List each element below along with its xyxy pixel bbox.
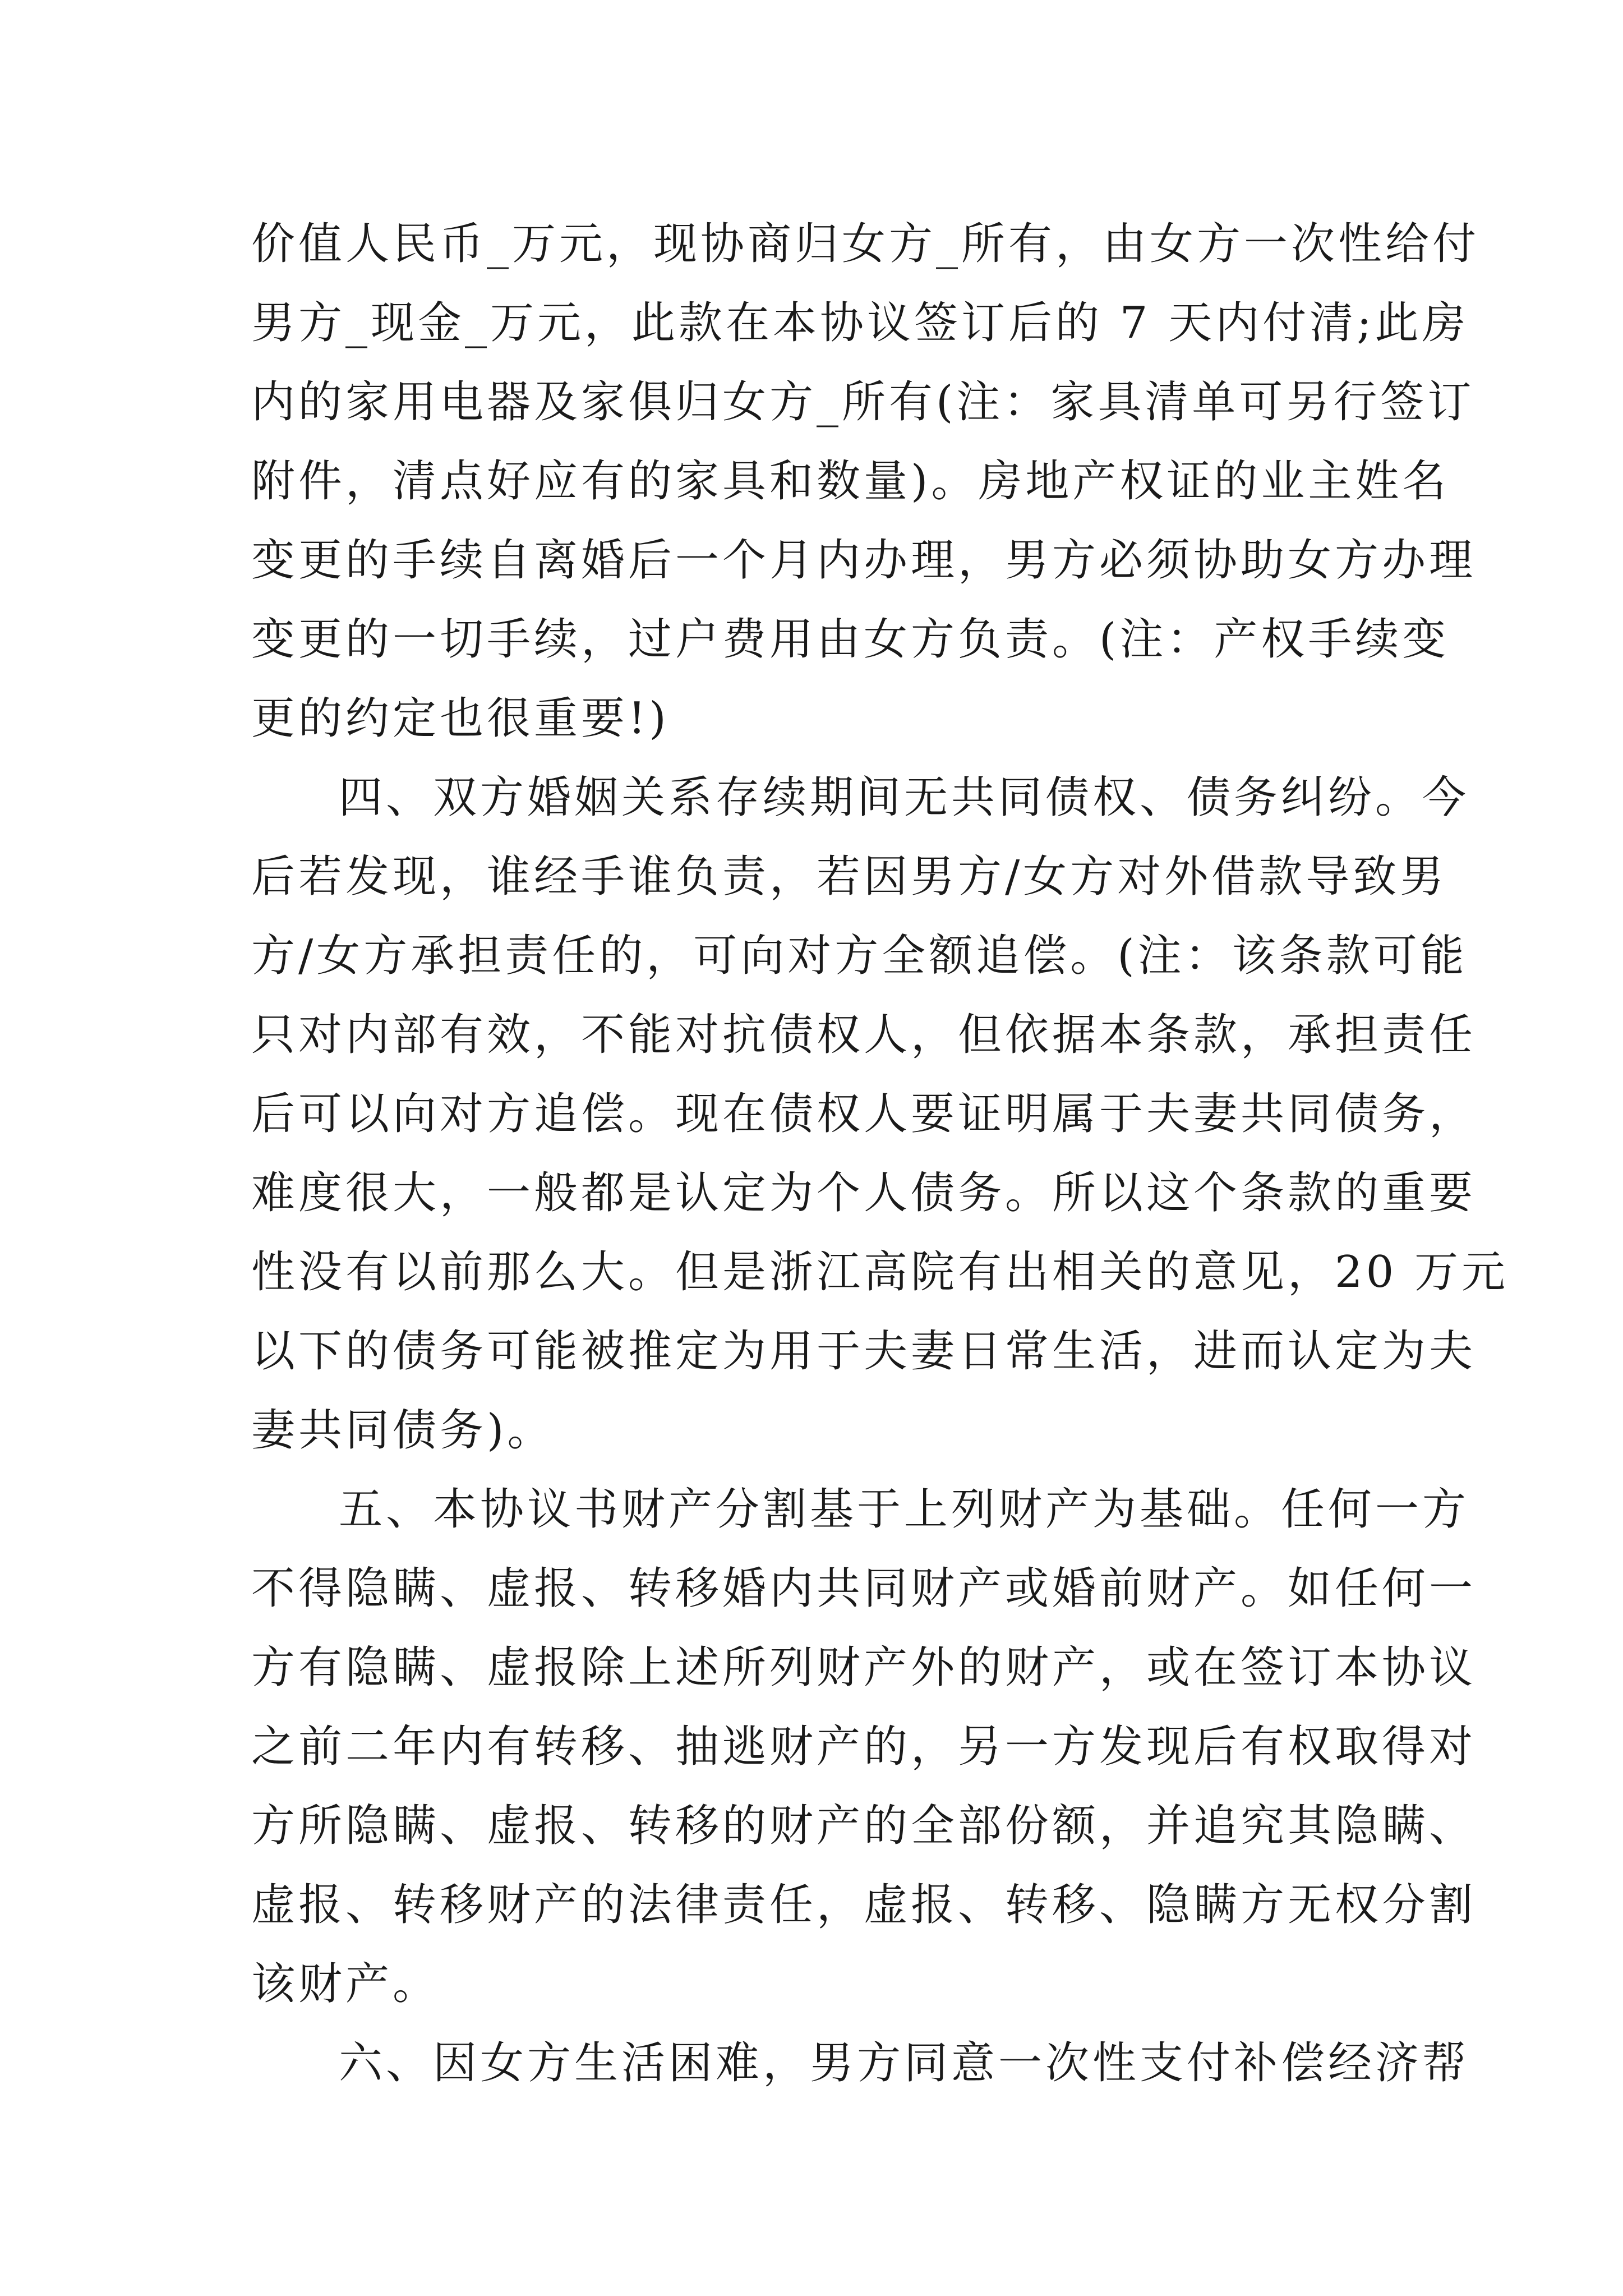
text-line: 变更的手续自离婚后一个月内办理，男方必须协助女方办理 bbox=[251, 535, 1477, 586]
paragraph-property-continuation bbox=[251, 205, 1480, 758]
text-line: 妻共同债务)。 bbox=[251, 1405, 555, 1456]
text-line: 不得隐瞒、虚报、转移婚内共同财产或婚前财产。如任何一 bbox=[251, 1563, 1477, 1614]
text-line: 五、本协议书财产分割基于上列财产为基础。任何一方 bbox=[339, 1484, 1470, 1535]
text-line: 以下的债务可能被推定为用于夫妻日常生活，进而认定为夫 bbox=[251, 1326, 1477, 1377]
text-line: 六、因女方生活困难，男方同意一次性支付补偿经济帮 bbox=[339, 2038, 1470, 2088]
text-line: 方有隐瞒、虚报除上述所列财产外的财产，或在签订本协议 bbox=[251, 1642, 1477, 1693]
text-line: 难度很大，一般都是认定为个人债务。所以这个条款的重要 bbox=[251, 1168, 1477, 1218]
paragraph-clause-six bbox=[251, 2024, 1470, 2103]
text-line: 性没有以前那么大。但是浙江高院有出相关的意见，20 万元 bbox=[251, 1247, 1509, 1297]
text-line: 后可以向对方追偿。现在债权人要证明属于夫妻共同债务， bbox=[251, 1089, 1477, 1139]
text-line: 后若发现，谁经手谁负责，若因男方/女方对外借款导致男 bbox=[251, 852, 1447, 902]
paragraph-clause-five bbox=[251, 1470, 1477, 2024]
text-line: 之前二年内有转移、抽逃财产的，另一方发现后有权取得对 bbox=[251, 1722, 1477, 1772]
text-line: 只对内部有效，不能对抗债权人，但依据本条款，承担责任 bbox=[251, 1010, 1477, 1060]
text-line: 更的约定也很重要!) bbox=[251, 693, 670, 744]
text-line: 该财产。 bbox=[251, 1959, 440, 2009]
document-body bbox=[251, 205, 1509, 2103]
text-line: 男方_现金_万元，此款在本协议签订后的 7 天内付清;此房 bbox=[251, 298, 1469, 348]
text-line: 虚报、转移财产的法律责任，虚报、转移、隐瞒方无权分割 bbox=[251, 1880, 1477, 1930]
text-line: 四、双方婚姻关系存续期间无共同债权、债务纠纷。今 bbox=[339, 772, 1470, 823]
text-line: 内的家用电器及家俱归女方_所有(注：家具清单可另行签订 bbox=[251, 377, 1475, 427]
text-line: 附件，清点好应有的家具和数量)。房地产权证的业主姓名 bbox=[251, 456, 1450, 507]
text-line: 变更的一切手续，过户费用由女方负责。(注：产权手续变 bbox=[251, 614, 1450, 665]
paragraph-clause-four bbox=[251, 758, 1509, 1470]
text-line: 价值人民币_万元，现协商归女方_所有，由女方一次性给付 bbox=[251, 219, 1480, 269]
text-line: 方所隐瞒、虚报、转移的财产的全部份额，并追究其隐瞒、 bbox=[251, 1801, 1477, 1851]
text-line: 方/女方承担责任的，可向对方全额追偿。(注：该条款可能 bbox=[251, 931, 1468, 981]
